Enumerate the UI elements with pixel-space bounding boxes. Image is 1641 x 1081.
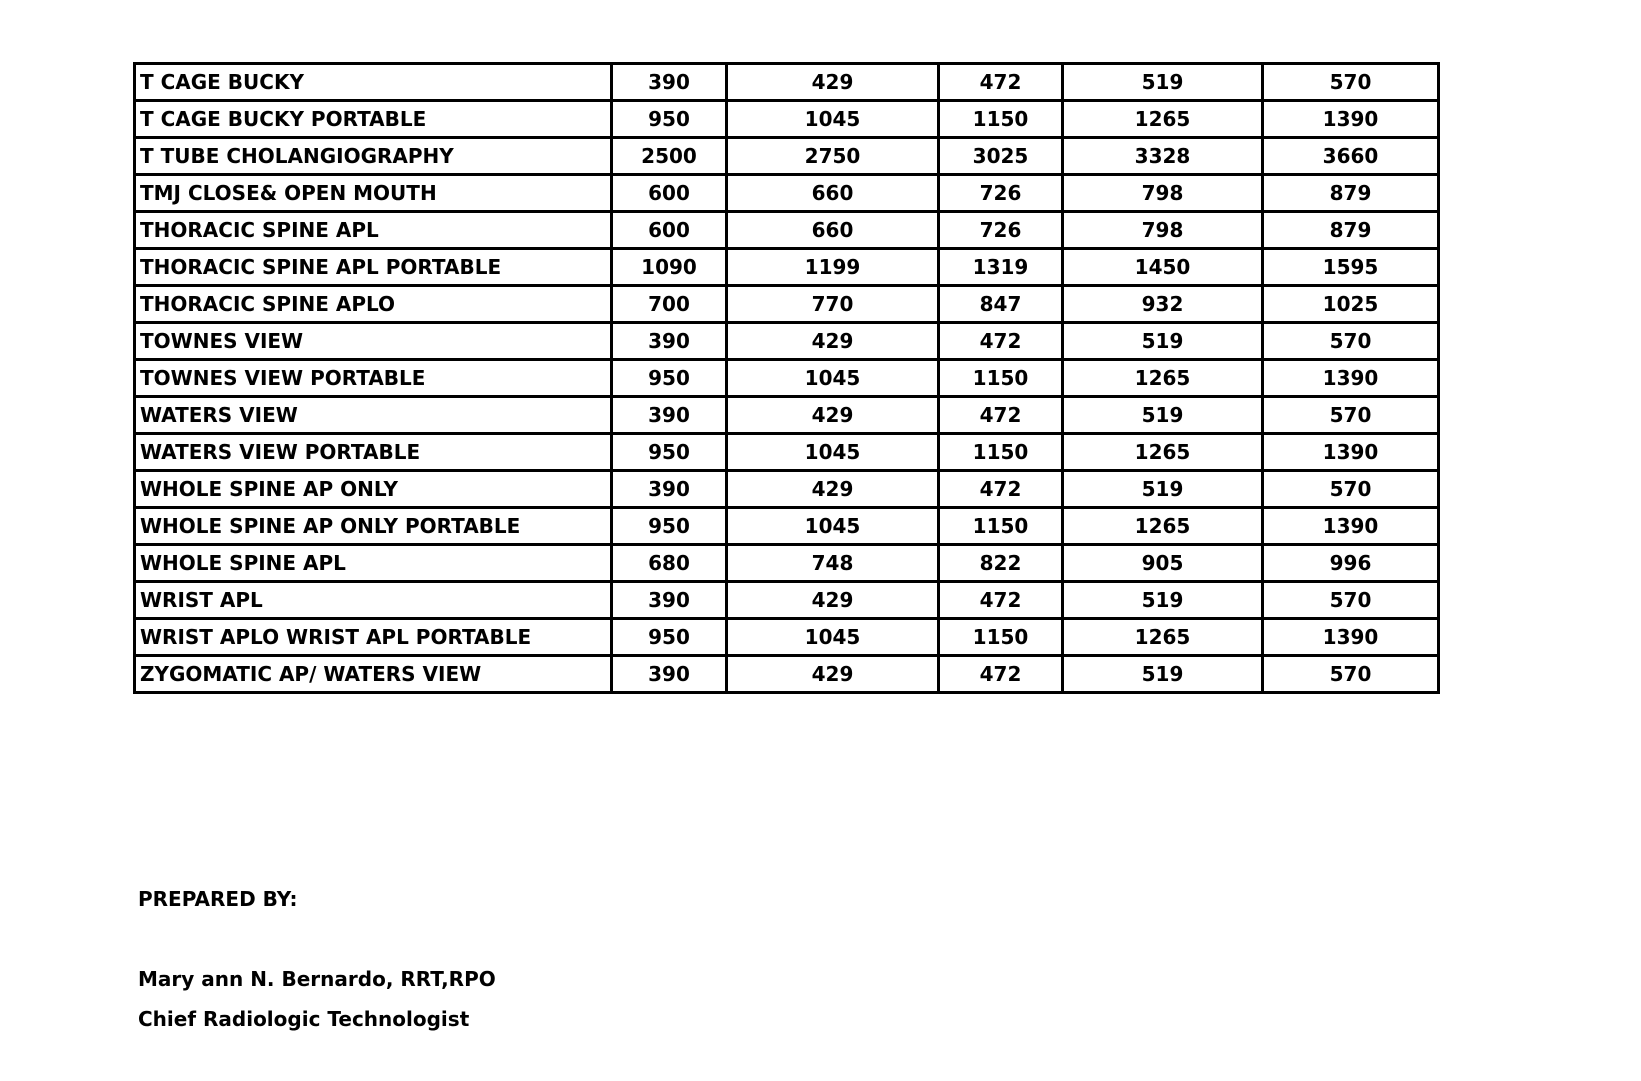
price-cell: 390 — [612, 323, 727, 360]
price-cell: 680 — [612, 545, 727, 582]
price-cell: 1199 — [727, 249, 939, 286]
table-row — [135, 582, 1439, 619]
price-cell: 1150 — [939, 101, 1063, 138]
procedure-cell: WATERS VIEW PORTABLE — [135, 434, 612, 471]
price-cell: 1045 — [727, 434, 939, 471]
table-row — [135, 397, 1439, 434]
price-cell: 570 — [1263, 471, 1439, 508]
price-cell: 570 — [1263, 64, 1439, 101]
price-cell: 3025 — [939, 138, 1063, 175]
price-cell: 600 — [612, 175, 727, 212]
price-cell: 660 — [727, 212, 939, 249]
price-cell: 1265 — [1063, 619, 1263, 656]
price-cell: 519 — [1063, 323, 1263, 360]
price-cell: 390 — [612, 582, 727, 619]
price-cell: 1150 — [939, 434, 1063, 471]
price-cell: 1450 — [1063, 249, 1263, 286]
price-cell: 390 — [612, 64, 727, 101]
preparer-name: Mary ann N. Bernardo, RRT,RPO — [138, 967, 496, 991]
preparer-title: Chief Radiologic Technologist — [138, 1007, 470, 1031]
price-cell: 950 — [612, 101, 727, 138]
price-cell: 1045 — [727, 360, 939, 397]
procedure-cell: WHOLE SPINE AP ONLY — [135, 471, 612, 508]
price-cell: 726 — [939, 212, 1063, 249]
price-cell: 570 — [1263, 397, 1439, 434]
price-cell: 1045 — [727, 508, 939, 545]
price-cell: 600 — [612, 212, 727, 249]
price-cell: 519 — [1063, 64, 1263, 101]
price-cell: 798 — [1063, 175, 1263, 212]
price-cell: 429 — [727, 471, 939, 508]
procedure-cell: TOWNES VIEW — [135, 323, 612, 360]
procedure-cell: ZYGOMATIC AP/ WATERS VIEW — [135, 656, 612, 693]
procedure-cell: T CAGE BUCKY — [135, 64, 612, 101]
price-cell: 1150 — [939, 508, 1063, 545]
price-cell: 390 — [612, 656, 727, 693]
price-cell: 726 — [939, 175, 1063, 212]
procedure-cell: WHOLE SPINE APL — [135, 545, 612, 582]
price-cell: 2750 — [727, 138, 939, 175]
price-cell: 429 — [727, 323, 939, 360]
table-row — [135, 101, 1439, 138]
price-cell: 472 — [939, 397, 1063, 434]
table-row — [135, 323, 1439, 360]
price-cell: 1150 — [939, 360, 1063, 397]
procedure-cell: THORACIC SPINE APL — [135, 212, 612, 249]
price-table — [133, 62, 1440, 694]
procedure-cell: TOWNES VIEW PORTABLE — [135, 360, 612, 397]
price-cell: 1045 — [727, 619, 939, 656]
table-row — [135, 64, 1439, 101]
price-cell: 1090 — [612, 249, 727, 286]
price-cell: 822 — [939, 545, 1063, 582]
price-cell: 879 — [1263, 212, 1439, 249]
procedure-cell: TMJ CLOSE& OPEN MOUTH — [135, 175, 612, 212]
price-cell: 570 — [1263, 323, 1439, 360]
price-cell: 950 — [612, 360, 727, 397]
price-cell: 472 — [939, 64, 1063, 101]
table-row — [135, 249, 1439, 286]
price-table-body — [135, 64, 1439, 693]
price-cell: 390 — [612, 397, 727, 434]
price-cell: 950 — [612, 619, 727, 656]
price-cell: 770 — [727, 286, 939, 323]
table-row — [135, 619, 1439, 656]
table-row — [135, 138, 1439, 175]
price-cell: 996 — [1263, 545, 1439, 582]
table-row — [135, 545, 1439, 582]
table-row — [135, 360, 1439, 397]
price-cell: 847 — [939, 286, 1063, 323]
price-cell: 519 — [1063, 656, 1263, 693]
price-cell: 932 — [1063, 286, 1263, 323]
price-cell: 905 — [1063, 545, 1263, 582]
price-cell: 1319 — [939, 249, 1063, 286]
price-cell: 1390 — [1263, 360, 1439, 397]
price-cell: 1390 — [1263, 101, 1439, 138]
table-row — [135, 286, 1439, 323]
price-cell: 950 — [612, 434, 727, 471]
price-cell: 472 — [939, 471, 1063, 508]
procedure-cell: WATERS VIEW — [135, 397, 612, 434]
prepared-by-label: PREPARED BY: — [138, 887, 298, 911]
table-row — [135, 471, 1439, 508]
price-cell: 1150 — [939, 619, 1063, 656]
procedure-cell: WRIST APLO WRIST APL PORTABLE — [135, 619, 612, 656]
price-cell: 570 — [1263, 656, 1439, 693]
procedure-cell: WRIST APL — [135, 582, 612, 619]
price-cell: 519 — [1063, 397, 1263, 434]
price-cell: 3660 — [1263, 138, 1439, 175]
price-cell: 472 — [939, 323, 1063, 360]
table-row — [135, 508, 1439, 545]
price-cell: 1025 — [1263, 286, 1439, 323]
price-cell: 1045 — [727, 101, 939, 138]
price-cell: 1265 — [1063, 508, 1263, 545]
price-cell: 950 — [612, 508, 727, 545]
procedure-cell: T CAGE BUCKY PORTABLE — [135, 101, 612, 138]
price-cell: 660 — [727, 175, 939, 212]
table-row — [135, 434, 1439, 471]
price-cell: 700 — [612, 286, 727, 323]
price-cell: 1595 — [1263, 249, 1439, 286]
price-cell: 748 — [727, 545, 939, 582]
procedure-cell: THORACIC SPINE APLO — [135, 286, 612, 323]
procedure-cell: WHOLE SPINE AP ONLY PORTABLE — [135, 508, 612, 545]
price-cell: 879 — [1263, 175, 1439, 212]
table-row — [135, 175, 1439, 212]
price-cell: 3328 — [1063, 138, 1263, 175]
price-cell: 472 — [939, 582, 1063, 619]
table-row — [135, 656, 1439, 693]
price-cell: 1390 — [1263, 434, 1439, 471]
price-cell: 2500 — [612, 138, 727, 175]
price-cell: 429 — [727, 656, 939, 693]
price-cell: 429 — [727, 397, 939, 434]
price-cell: 1265 — [1063, 360, 1263, 397]
price-cell: 519 — [1063, 582, 1263, 619]
price-cell: 798 — [1063, 212, 1263, 249]
price-cell: 519 — [1063, 471, 1263, 508]
procedure-cell: THORACIC SPINE APL PORTABLE — [135, 249, 612, 286]
price-cell: 390 — [612, 471, 727, 508]
price-cell: 429 — [727, 582, 939, 619]
price-cell: 570 — [1263, 582, 1439, 619]
price-cell: 472 — [939, 656, 1063, 693]
price-cell: 429 — [727, 64, 939, 101]
table-row — [135, 212, 1439, 249]
price-cell: 1390 — [1263, 619, 1439, 656]
price-cell: 1265 — [1063, 101, 1263, 138]
price-cell: 1265 — [1063, 434, 1263, 471]
procedure-cell: T TUBE CHOLANGIOGRAPHY — [135, 138, 612, 175]
price-cell: 1390 — [1263, 508, 1439, 545]
